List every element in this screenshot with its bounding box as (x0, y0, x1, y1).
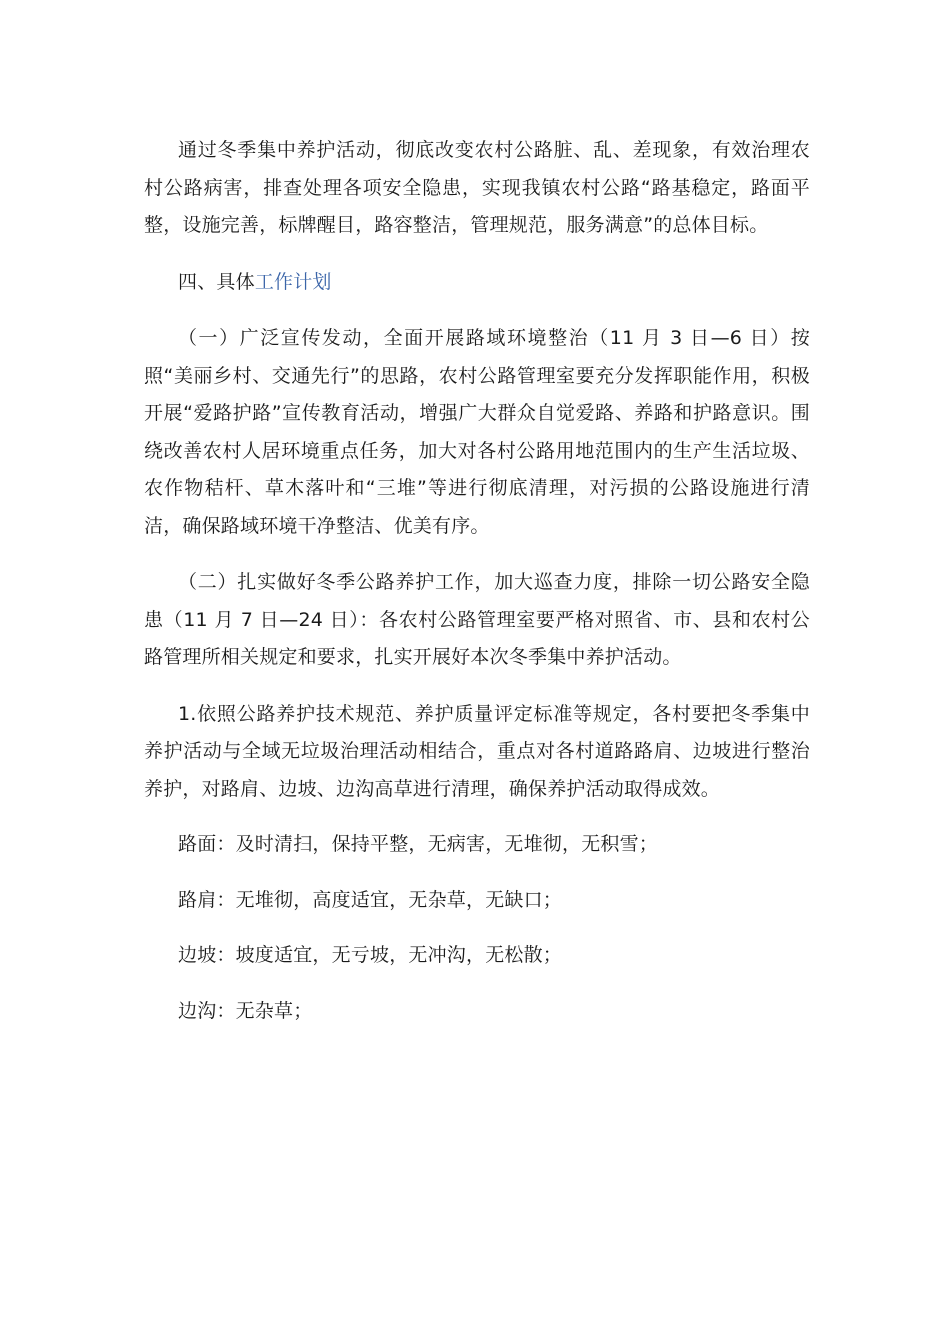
paragraph-step-2: （二）扎实做好冬季公路养护工作，加大巡查力度，排除一切公路安全隐患（11 月 7 日—24 日）：各农村公路管理室要严格对照省、市、县和农村公路管理所相关规定和要求，扎实开展好本次冬季集中养护活动。 (144, 571, 810, 668)
document-body (144, 132, 810, 1030)
section-heading-4 (144, 264, 810, 302)
standard-side-slope: 边坡：坡度适宜，无亏坡，无冲沟，无松散； (178, 944, 563, 966)
standard-side-ditch: 边沟：无杂草； (178, 999, 313, 1022)
standard-road-shoulder: 路肩：无堆彻，高度适宜，无杂草，无缺口； (178, 888, 563, 911)
paragraph-item-1: 1.依照公路养护技术规范、养护质量评定标准等规定，各村要把冬季集中养护活动与全域无垃圾治理活动相结合，重点对各村道路路肩、边坡进行整治养护，对路肩、边坡、边沟高草进行清理，确保养护活动取得成效。 (144, 702, 810, 800)
section-heading-prefix: 四、具体 (178, 270, 255, 293)
paragraph-goal: 通过冬季集中养护活动，彻底改变农村公路脏、乱、差现象，有效治理农村公路病害，排查处理各项安全隐患，实现我镇农村公路“路基稳定，路面平整，设施完善，标牌醒目，路容整洁，管理规范，服务满意”的总体目标。 (144, 139, 810, 236)
work-plan-link[interactable]: 工作计划 (254, 270, 332, 293)
standard-road-surface: 路面：及时清扫，保持平整，无病害，无堆彻，无积雪； (178, 833, 659, 855)
paragraph-step-1: （一）广泛宣传发动，全面开展路域环境整治（11 月 3 日—6 日）按照“美丽乡村、交通先行”的思路，农村公路管理室要充分发挥职能作用，积极开展“爱路护路”宣传教育活动，增强广大群众自觉爱路、养路和护路意识。围绕改善农村人居环境重点任务，加大对各村公路用地范围内的生产生活垃圾、农作物秸杆、草木落叶和“三堆”等进行彻底清理，对污损的公路设施进行清洁，确保路域环境干净整洁、优美有序。 (144, 327, 810, 537)
